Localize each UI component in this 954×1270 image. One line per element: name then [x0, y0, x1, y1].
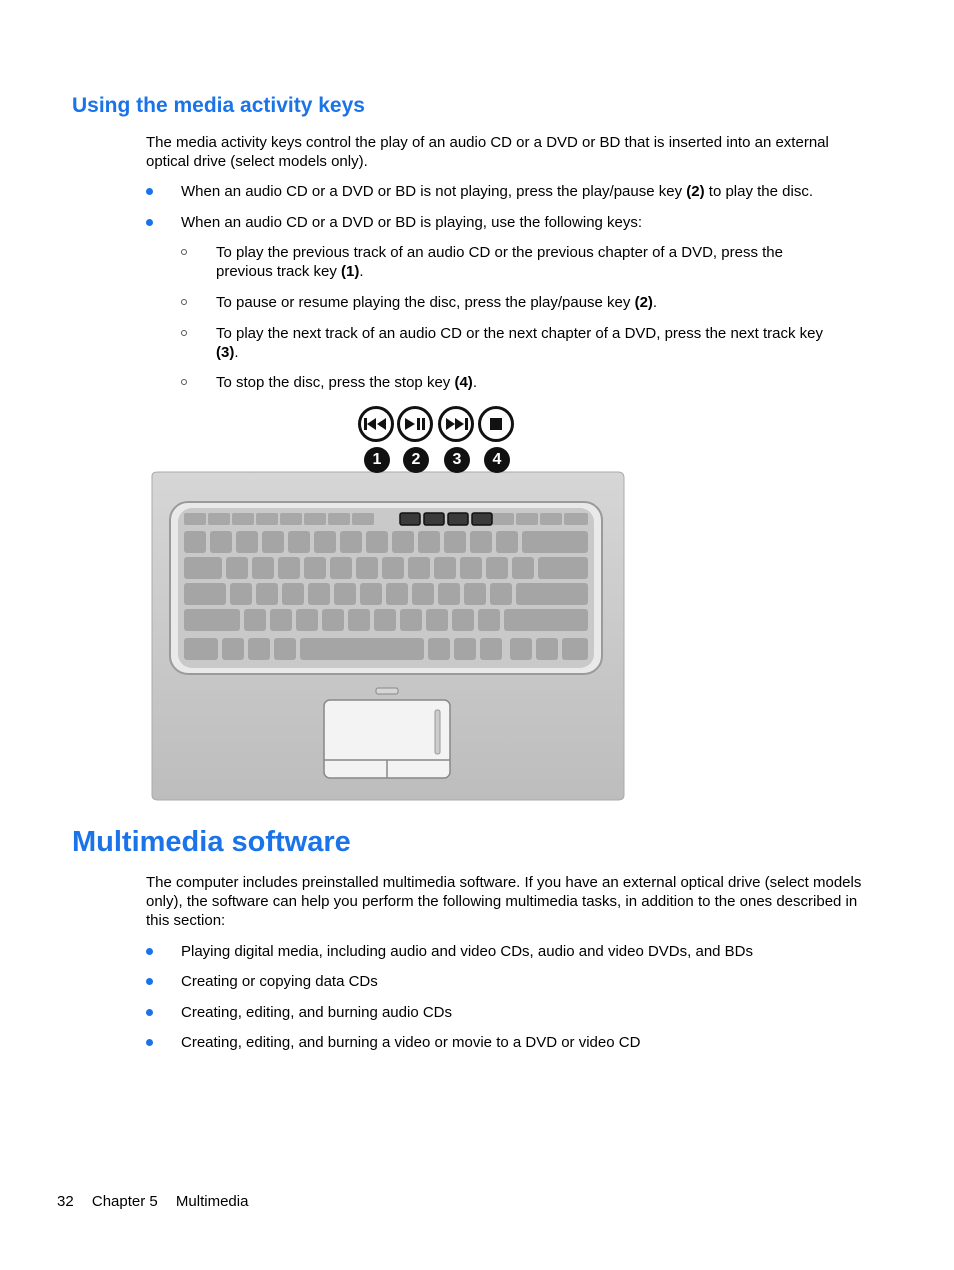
sub-bullet-text-end: . [652, 294, 658, 311]
bullet-icon [146, 1039, 153, 1046]
page-number: 32 [57, 1193, 74, 1210]
callout-4 [484, 447, 510, 473]
callout-label: 3 [452, 451, 462, 468]
bullet-text: Creating, editing, and burning audio CDs [181, 1004, 453, 1021]
section-heading: Using the media activity keys [72, 94, 365, 117]
previous-track-icon [358, 406, 394, 442]
bullet-text: Creating or copying data CDs [181, 973, 378, 990]
sub-bullet-bold: (3) [216, 344, 235, 361]
bullet-text: When an audio CD or a DVD or BD is playing, use the following keys: [181, 214, 643, 231]
sub-bullet-text: To pause or resume playing the disc, press the play/pause key [216, 294, 635, 311]
sub-bullet-text: To play the previous track of an audio CD or the previous chapter of a DVD, press the previous track key [216, 244, 783, 280]
bullet-icon [146, 219, 153, 226]
section-intro: The computer includes preinstalled multimedia software. If you have an external optical drive (select models only), the software can help you perform the following multimedia tasks, in addition to the ones described in this section: [146, 874, 862, 929]
bullet-icon [146, 978, 153, 985]
stop-icon [478, 406, 514, 442]
sub-bullet-text: To play the next track of an audio CD or the next chapter of a DVD, press the next track key [216, 325, 823, 342]
sub-bullet-bold: (1) [341, 263, 360, 280]
sub-bullet-bold: (2) [634, 294, 653, 311]
sub-bullet-text-end: . [359, 263, 364, 280]
circle-bullet-icon [181, 249, 187, 255]
callout-label: 1 [372, 451, 382, 468]
callout-label: 4 [492, 451, 502, 468]
bullet-text: When an audio CD or a DVD or BD is not playing, press the play/pause key [181, 183, 687, 200]
circle-bullet-icon [181, 330, 187, 336]
circle-bullet-icon [181, 299, 187, 305]
footer-title: Multimedia [175, 1193, 249, 1210]
next-track-icon [438, 406, 474, 442]
play-pause-icon [397, 406, 433, 442]
callout-label: 2 [411, 451, 421, 468]
circle-bullet-icon [181, 379, 187, 385]
section-intro: The media activity keys control the play of an audio CD or a DVD or BD that is inserted into an external optical drive (select models only). [146, 134, 829, 170]
page-footer [57, 1193, 262, 1210]
bullet-bold: (2) [686, 183, 705, 200]
page-heading: Multimedia software [72, 826, 351, 858]
sub-bullet-bold: (4) [454, 374, 473, 391]
callout-1 [364, 447, 390, 473]
bullet-icon [146, 188, 153, 195]
bullet-icon [146, 1009, 153, 1016]
bullet-text: Creating, editing, and burning a video or movie to a DVD or video CD [181, 1034, 641, 1051]
bullet-text-end: to play the disc. [704, 183, 814, 200]
bullet-icon [146, 948, 153, 955]
callout-3 [444, 447, 470, 473]
keyboard-illustration [148, 400, 628, 805]
sub-bullet-text: To stop the disc, press the stop key [216, 374, 455, 391]
footer-chapter: Chapter 5 [91, 1193, 158, 1210]
bullet-text: Playing digital media, including audio and video CDs, audio and video DVDs, and BDs [181, 943, 754, 960]
callout-2 [403, 447, 429, 473]
sub-bullet-text-end: . [472, 374, 477, 391]
sub-bullet-text-end: . [234, 344, 239, 361]
